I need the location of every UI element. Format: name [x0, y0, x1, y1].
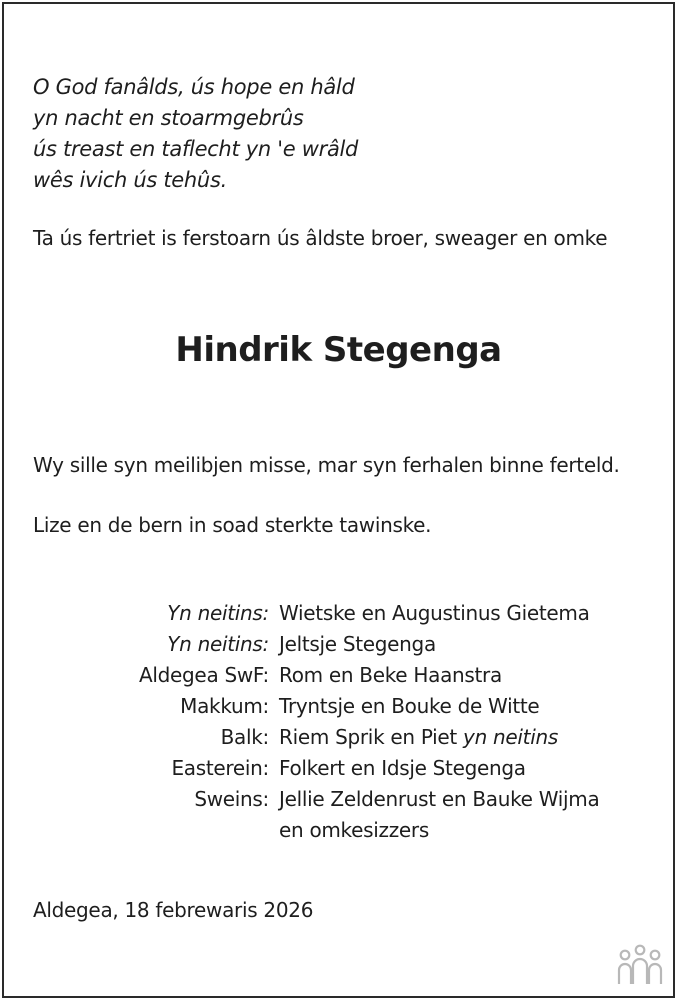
family-row	[0, 722, 677, 753]
family-place: Sweins:	[194, 787, 269, 811]
family-row	[0, 660, 677, 691]
in-memoriam-note: yn neitins	[463, 725, 558, 749]
family-row	[0, 753, 677, 784]
people-logo-icon	[616, 944, 664, 986]
family-names: Jeltsje Stegenga	[279, 632, 436, 656]
family-row	[0, 629, 677, 660]
intro-text: Ta ús fertriet is ferstoarn ús âldste broer, sweager en omke	[33, 226, 608, 250]
family-list	[0, 598, 677, 846]
strength-text: Lize en de bern in soad sterkte tawinske.	[33, 513, 432, 537]
family-place: Easterein:	[171, 756, 269, 780]
family-names: Jellie Zeldenrust en Bauke Wijma	[279, 787, 600, 811]
deceased-name: Hindrik Stegenga	[175, 330, 502, 370]
family-names: Folkert en Idsje Stegenga	[279, 756, 526, 780]
poem-line: ús treast en taflecht yn 'e wrâld	[33, 137, 359, 161]
family-names: Rom en Beke Haanstra	[279, 663, 502, 687]
family-names: Wietske en Augustinus Gietema	[279, 601, 590, 625]
family-names: en omkesizzers	[279, 818, 429, 842]
family-place: Yn neitins:	[167, 601, 269, 625]
family-row	[0, 784, 677, 815]
family-names	[279, 722, 558, 753]
family-row	[0, 691, 677, 722]
family-place: Makkum:	[180, 694, 269, 718]
remembrance-text: Wy sille syn meilibjen misse, mar syn ferhalen binne ferteld.	[33, 453, 620, 477]
family-names-text: Riem Sprik en Piet	[279, 725, 457, 749]
dateline: Aldegea, 18 febrewaris 2026	[33, 898, 314, 922]
poem-line: yn nacht en stoarmgebrûs	[33, 106, 304, 130]
family-names: Tryntsje en Bouke de Witte	[279, 694, 540, 718]
family-row	[0, 598, 677, 629]
poem-line: O God fanâlds, ús hope en hâld	[33, 75, 355, 99]
family-place	[0, 815, 279, 846]
family-place: Yn neitins:	[167, 632, 269, 656]
family-place: Aldegea SwF:	[139, 663, 269, 687]
poem	[33, 72, 358, 196]
family-place: Balk:	[220, 725, 269, 749]
family-row	[0, 815, 677, 846]
poem-line: wês ivich ús tehûs.	[33, 168, 227, 192]
